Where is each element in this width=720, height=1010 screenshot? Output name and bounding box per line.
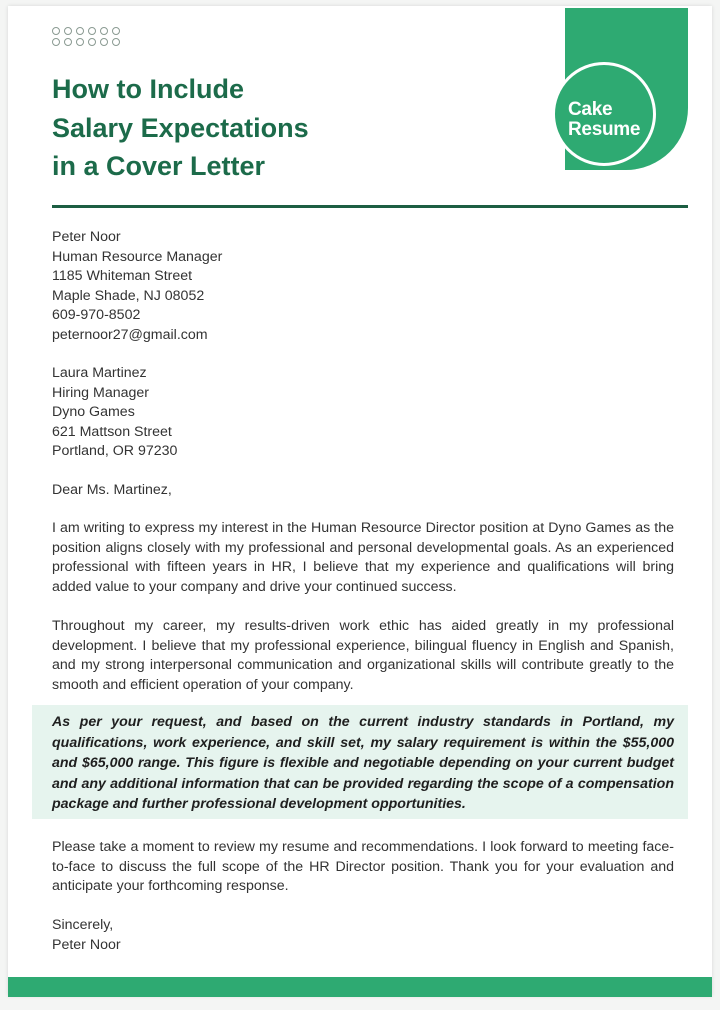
header-divider — [52, 205, 688, 208]
dot-icon — [112, 27, 120, 35]
closing-phrase: Sincerely, — [52, 917, 114, 933]
recipient-street: 621 Mattson Street — [52, 423, 172, 440]
signature-name: Peter Noor — [52, 936, 121, 953]
sender-phone: 609-970-8502 — [52, 307, 141, 323]
dot-icon — [64, 27, 72, 35]
salutation: Dear Ms. Martinez, — [52, 482, 172, 498]
paragraph-salary-expectations: As per your request, and based on the current industry standards in Portland, my qualifications, work experience, and skill set, my salary requirement is within the $55,000 and $65,000 range. This figure is flexible and negotiable depending on your current budget and any additional information that can be provided regarding the scope of a compensation package and further professional development opportunities. — [52, 714, 674, 813]
title-line-3: in a Cover Letter — [52, 151, 266, 181]
logo-line-2: Resume — [568, 119, 641, 140]
sender-job-title: Human Resource Manager — [52, 248, 223, 265]
dot-icon — [76, 27, 84, 35]
dot-icon — [88, 27, 96, 35]
logo-line-1: Cake — [568, 99, 613, 120]
recipient-job-title: Hiring Manager — [52, 384, 149, 401]
sender-email: peternoor27@gmail.com — [52, 326, 208, 343]
recipient-name: Laura Martinez — [52, 365, 147, 381]
dot-icon — [88, 38, 96, 46]
dot-icon — [64, 38, 72, 46]
dot-icon — [100, 38, 108, 46]
recipient-city: Portland, OR 97230 — [52, 443, 178, 459]
title-line-1: How to Include — [52, 74, 244, 104]
dot-icon — [112, 38, 120, 46]
recipient-block — [52, 364, 177, 462]
recipient-company: Dyno Games — [52, 404, 135, 420]
sender-street: 1185 Whiteman Street — [52, 268, 193, 284]
sender-name: Peter Noor — [52, 229, 121, 245]
paragraph-experience: Throughout my career, my results-driven work ethic has aided greatly in my professional development. I believe that my professional experience, bilingual fluency in English and Spanish, and my strong interpersonal communication and organizational skills will contribute greatly to the smooth and efficient operation of your company. — [52, 618, 674, 693]
title-line-2: Salary Expectations — [52, 112, 309, 143]
signature-block — [52, 916, 121, 955]
page-title — [52, 70, 309, 186]
dot-icon — [100, 27, 108, 35]
dot-pattern-decoration — [52, 27, 121, 46]
sender-city: Maple Shade, NJ 08052 — [52, 287, 205, 304]
dot-icon — [76, 38, 84, 46]
cakeresume-logo — [568, 100, 640, 140]
dot-icon — [52, 38, 60, 46]
footer-bar — [8, 977, 712, 997]
paragraph-closing: Please take a moment to review my resume and recommendations. I look forward to meeting face-to-face to discuss the full scope of the HR Director position. Thank you for your evaluation and anticipate your forthcoming response. — [52, 839, 674, 895]
sender-block — [52, 228, 222, 345]
dot-icon — [52, 27, 60, 35]
paragraph-intro: I am writing to express my interest in the Human Resource Director position at Dyno Games as the position aligns closely with my professional and personal developmental goals. As an experienced professional with fifteen years in HR, I believe that my experience and qualifications will bring added value to your company and drive your continued success. — [52, 520, 674, 595]
